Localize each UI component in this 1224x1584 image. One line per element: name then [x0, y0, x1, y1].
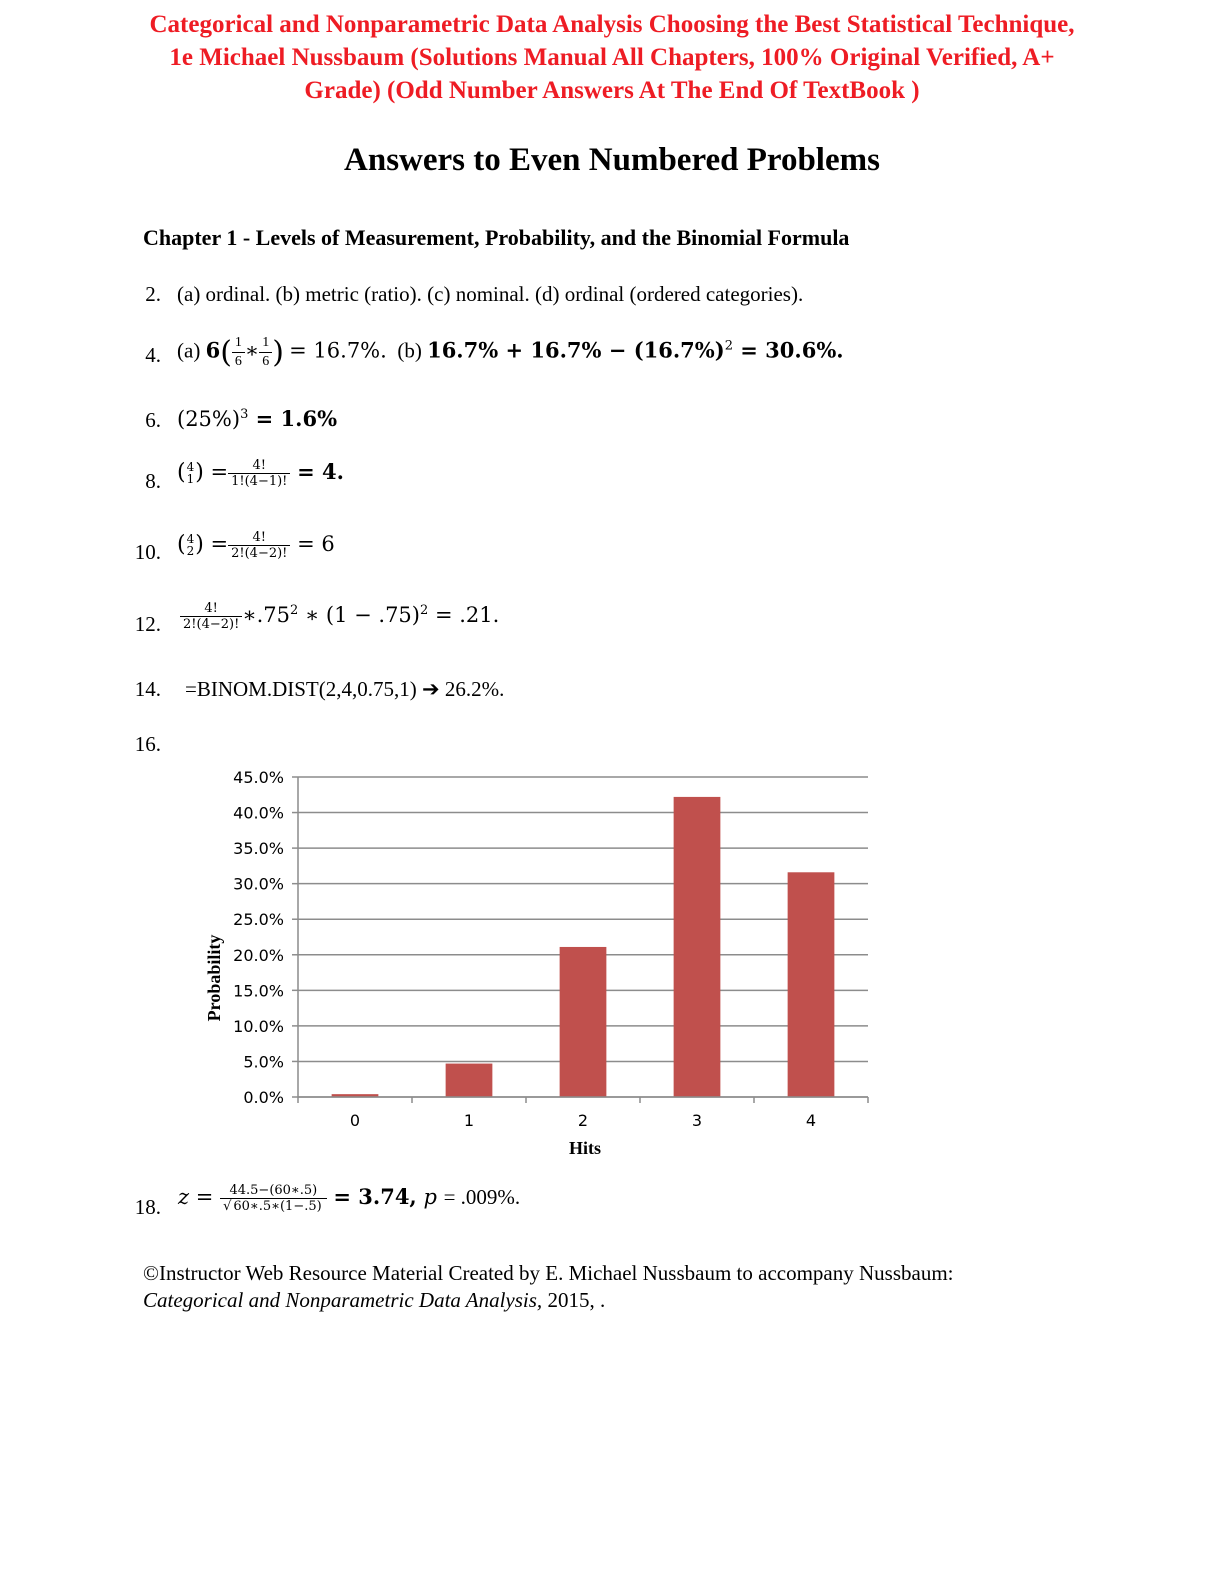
y-tick-label: 15.0% — [233, 981, 284, 1001]
y-tick-label: 35.0% — [233, 839, 284, 859]
problem-10-number: 10. — [134, 540, 161, 564]
problem-8-number: 8. — [145, 469, 161, 493]
y-tick-label: 0.0% — [243, 1088, 284, 1107]
chapter-heading: Chapter 1 - Levels of Measurement, Probability, and the Binomial Formula — [143, 225, 850, 250]
x-tick-label: 0 — [349, 1111, 361, 1130]
y-tick-label: 5.0% — [243, 1052, 284, 1072]
y-axis-label: Probability — [204, 934, 224, 1022]
y-tick-label: 20.0% — [233, 945, 284, 965]
problem-18-answer: z = $\frac{44.5-(60∗.5)}{√ 60∗.5∗(1-.5)}$ = 3.74, p = .009%. — [178, 1183, 521, 1214]
y-tick-label: 40.0% — [233, 803, 284, 823]
y-tick-label: 25.0% — [233, 910, 284, 930]
y-tick-label: 10.0% — [233, 1016, 284, 1036]
footer-line-1: ©Instructor Web Resource Material Created by E. Michael Nussbaum to accompany Nussbaum: — [143, 1261, 954, 1285]
problem-4-answer: (a) 6( $\frac{1}{6}$ ∗ $\frac{1}{6}$ ) = 16.7%. (b) $16.7\% + 16.7\% - (16.7\%)^2 = 30.6\%$. — [177, 335, 844, 370]
chart-axes — [233, 768, 868, 1130]
banner-heading — [60, 8, 1164, 107]
problem-6-number: 6. — [145, 408, 161, 432]
problem-10-answer: ( 4 2 ) = $\frac{4!}{2!(4-2)!}$ = 6 — [177, 530, 335, 561]
x-tick-label: 3 — [691, 1111, 703, 1130]
banner-line-1: Categorical and Nonparametric Data Analysis Choosing the Best Statistical Technique, — [149, 11, 1075, 38]
x-tick-label: 2 — [577, 1111, 589, 1130]
problem-12-answer: $\frac{4!}{2!(4-2)!}$ $∗.75^2$ ∗ $(1 - .75)^2 = .21$. — [180, 601, 499, 632]
footer-line-2: Categorical and Nonparametric Data Analysis, 2015, . — [143, 1288, 606, 1312]
bar-hits-4 — [788, 872, 835, 1097]
x-axis-label: Hits — [568, 1138, 602, 1158]
bar-hits-1 — [446, 1064, 493, 1097]
bar-hits-2 — [560, 947, 607, 1097]
x-tick-label: 4 — [805, 1111, 817, 1130]
chart-bars — [332, 797, 835, 1097]
problem-14-answer: =BINOM.DIST(2,4,0.75,1) ➔ 26.2%. — [185, 677, 505, 701]
copyright-footer — [143, 1260, 954, 1314]
binomial-bar-chart — [190, 760, 910, 1180]
problem-2-answer: (a) ordinal. (b) metric (ratio). (c) nominal. (d) ordinal (ordered categories). — [177, 282, 804, 306]
bar-hits-3 — [674, 797, 721, 1097]
problem-8-answer: ( 4 1 ) = $\frac{4!}{1!(4-1)!}$ = 4. — [177, 458, 344, 489]
banner-line-2: 1e Michael Nussbaum (Solutions Manual All Chapters, 100% Original Verified, A+ — [169, 44, 1055, 71]
problem-14-number: 14. — [134, 677, 161, 701]
x-tick-label: 1 — [463, 1111, 475, 1130]
problem-6-answer: $(25\%)^3 = 1.6\%$ — [177, 406, 338, 431]
right-arrow-icon: ➔ — [422, 677, 440, 701]
document-title: Answers to Even Numbered Problems — [344, 142, 880, 178]
problem-18-number: 18. — [134, 1195, 161, 1219]
problem-2-number: 2. — [145, 282, 161, 306]
problem-12-number: 12. — [134, 612, 161, 636]
problem-16-number: 16. — [134, 732, 161, 756]
banner-line-3: Grade) (Odd Number Answers At The End Of TextBook ) — [304, 77, 920, 104]
y-tick-label: 45.0% — [233, 768, 284, 787]
y-tick-label: 30.0% — [233, 874, 284, 894]
problem-4-number: 4. — [145, 343, 161, 367]
